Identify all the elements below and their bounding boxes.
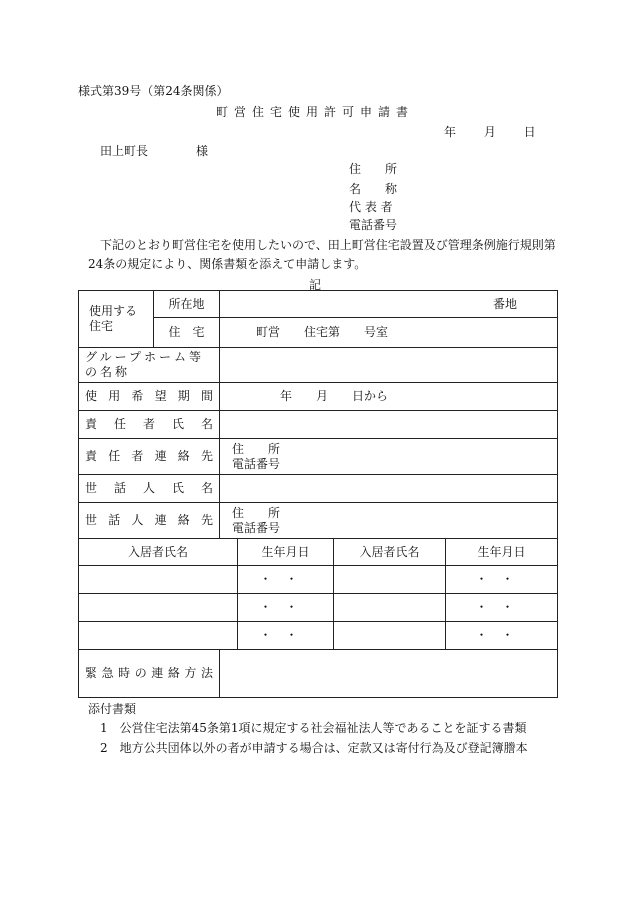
resident-name-field[interactable] [334, 566, 446, 594]
addressee-name: 田上町長 [100, 144, 149, 158]
honorific: 様 [196, 144, 209, 158]
caretaker-name-label: 世話人氏名 [79, 475, 220, 503]
group-home-label: グループホーム等の名称 [79, 348, 220, 383]
manager-name-label: 責任者氏名 [79, 411, 220, 439]
group-home-field[interactable] [220, 348, 558, 383]
resident-name-header: 入居者氏名 [334, 539, 446, 566]
resident-name-field[interactable] [334, 594, 446, 622]
applicant-phone-label: 電話番号 [349, 218, 398, 232]
manager-contact-label: 責任者連絡先 [79, 439, 220, 475]
birth-header: 生年月日 [238, 539, 334, 566]
resident-name-field[interactable] [334, 622, 446, 650]
addressee [100, 142, 208, 159]
period-value: 年 月 日から [280, 389, 389, 403]
manager-name-field[interactable] [220, 411, 558, 439]
attachment-item: 2 地方公共団体以外の者が申請する場合は、定款又は寄付行為及び登記簿謄本 [100, 741, 528, 755]
caretaker-contact-label: 世話人連絡先 [79, 503, 220, 539]
birth-date-field[interactable]: ・・ [238, 622, 334, 650]
house-value: 町営 住宅第 号室 [256, 325, 389, 339]
resident-name-field[interactable] [79, 622, 238, 650]
location-label: 所在地 [154, 291, 220, 318]
contact-phone-label: 電話番号 [232, 520, 281, 535]
emergency-label: 緊急時の連絡方法 [79, 650, 220, 698]
birth-date-field[interactable]: ・・ [446, 566, 558, 594]
applicant-name-label: 名 称 [349, 182, 398, 196]
manager-contact-field[interactable] [220, 439, 558, 475]
document-title: 町営住宅使用許可申請書 [215, 105, 414, 119]
body-text: 下記のとおり町営住宅を使用したいので、田上町営住宅設置及び管理条例施行規則第24条の規定により、関係書類を添えて申請します。 [88, 238, 556, 271]
housing-label: 使用する住宅 [79, 291, 154, 348]
contact-address-label: 住 所 [232, 441, 281, 456]
birth-header: 生年月日 [446, 539, 558, 566]
birth-date-field[interactable]: ・・ [446, 594, 558, 622]
contact-phone-label: 電話番号 [232, 456, 281, 471]
caretaker-contact-field[interactable] [220, 503, 558, 539]
house-label: 住 宅 [154, 318, 220, 348]
ki-heading: 記 [308, 278, 321, 292]
period-field[interactable] [220, 383, 558, 411]
emergency-field[interactable] [220, 650, 558, 698]
date-line: 年 月 日 [444, 125, 536, 139]
birth-date-field[interactable]: ・・ [446, 622, 558, 650]
applicant-representative-label: 代 表 者 [349, 200, 393, 214]
resident-name-header: 入居者氏名 [79, 539, 238, 566]
attachments-title: 添付書類 [88, 702, 137, 716]
birth-date-field[interactable]: ・・ [238, 594, 334, 622]
caretaker-name-field[interactable] [220, 475, 558, 503]
contact-address-label: 住 所 [232, 505, 281, 520]
application-form-table [78, 290, 558, 698]
period-label: 使用希望期間 [79, 383, 220, 411]
location-value: 番地 [493, 296, 518, 311]
form-number: 様式第39号（第24条関係） [78, 84, 229, 98]
resident-name-field[interactable] [79, 566, 238, 594]
birth-date-field[interactable]: ・・ [238, 566, 334, 594]
location-field[interactable] [220, 291, 558, 318]
applicant-address-label: 住 所 [349, 162, 398, 176]
resident-name-field[interactable] [79, 594, 238, 622]
attachment-item: 1 公営住宅法第45条第1項に規定する社会福祉法人等であることを証する書類 [100, 721, 527, 735]
house-field[interactable] [220, 318, 558, 348]
